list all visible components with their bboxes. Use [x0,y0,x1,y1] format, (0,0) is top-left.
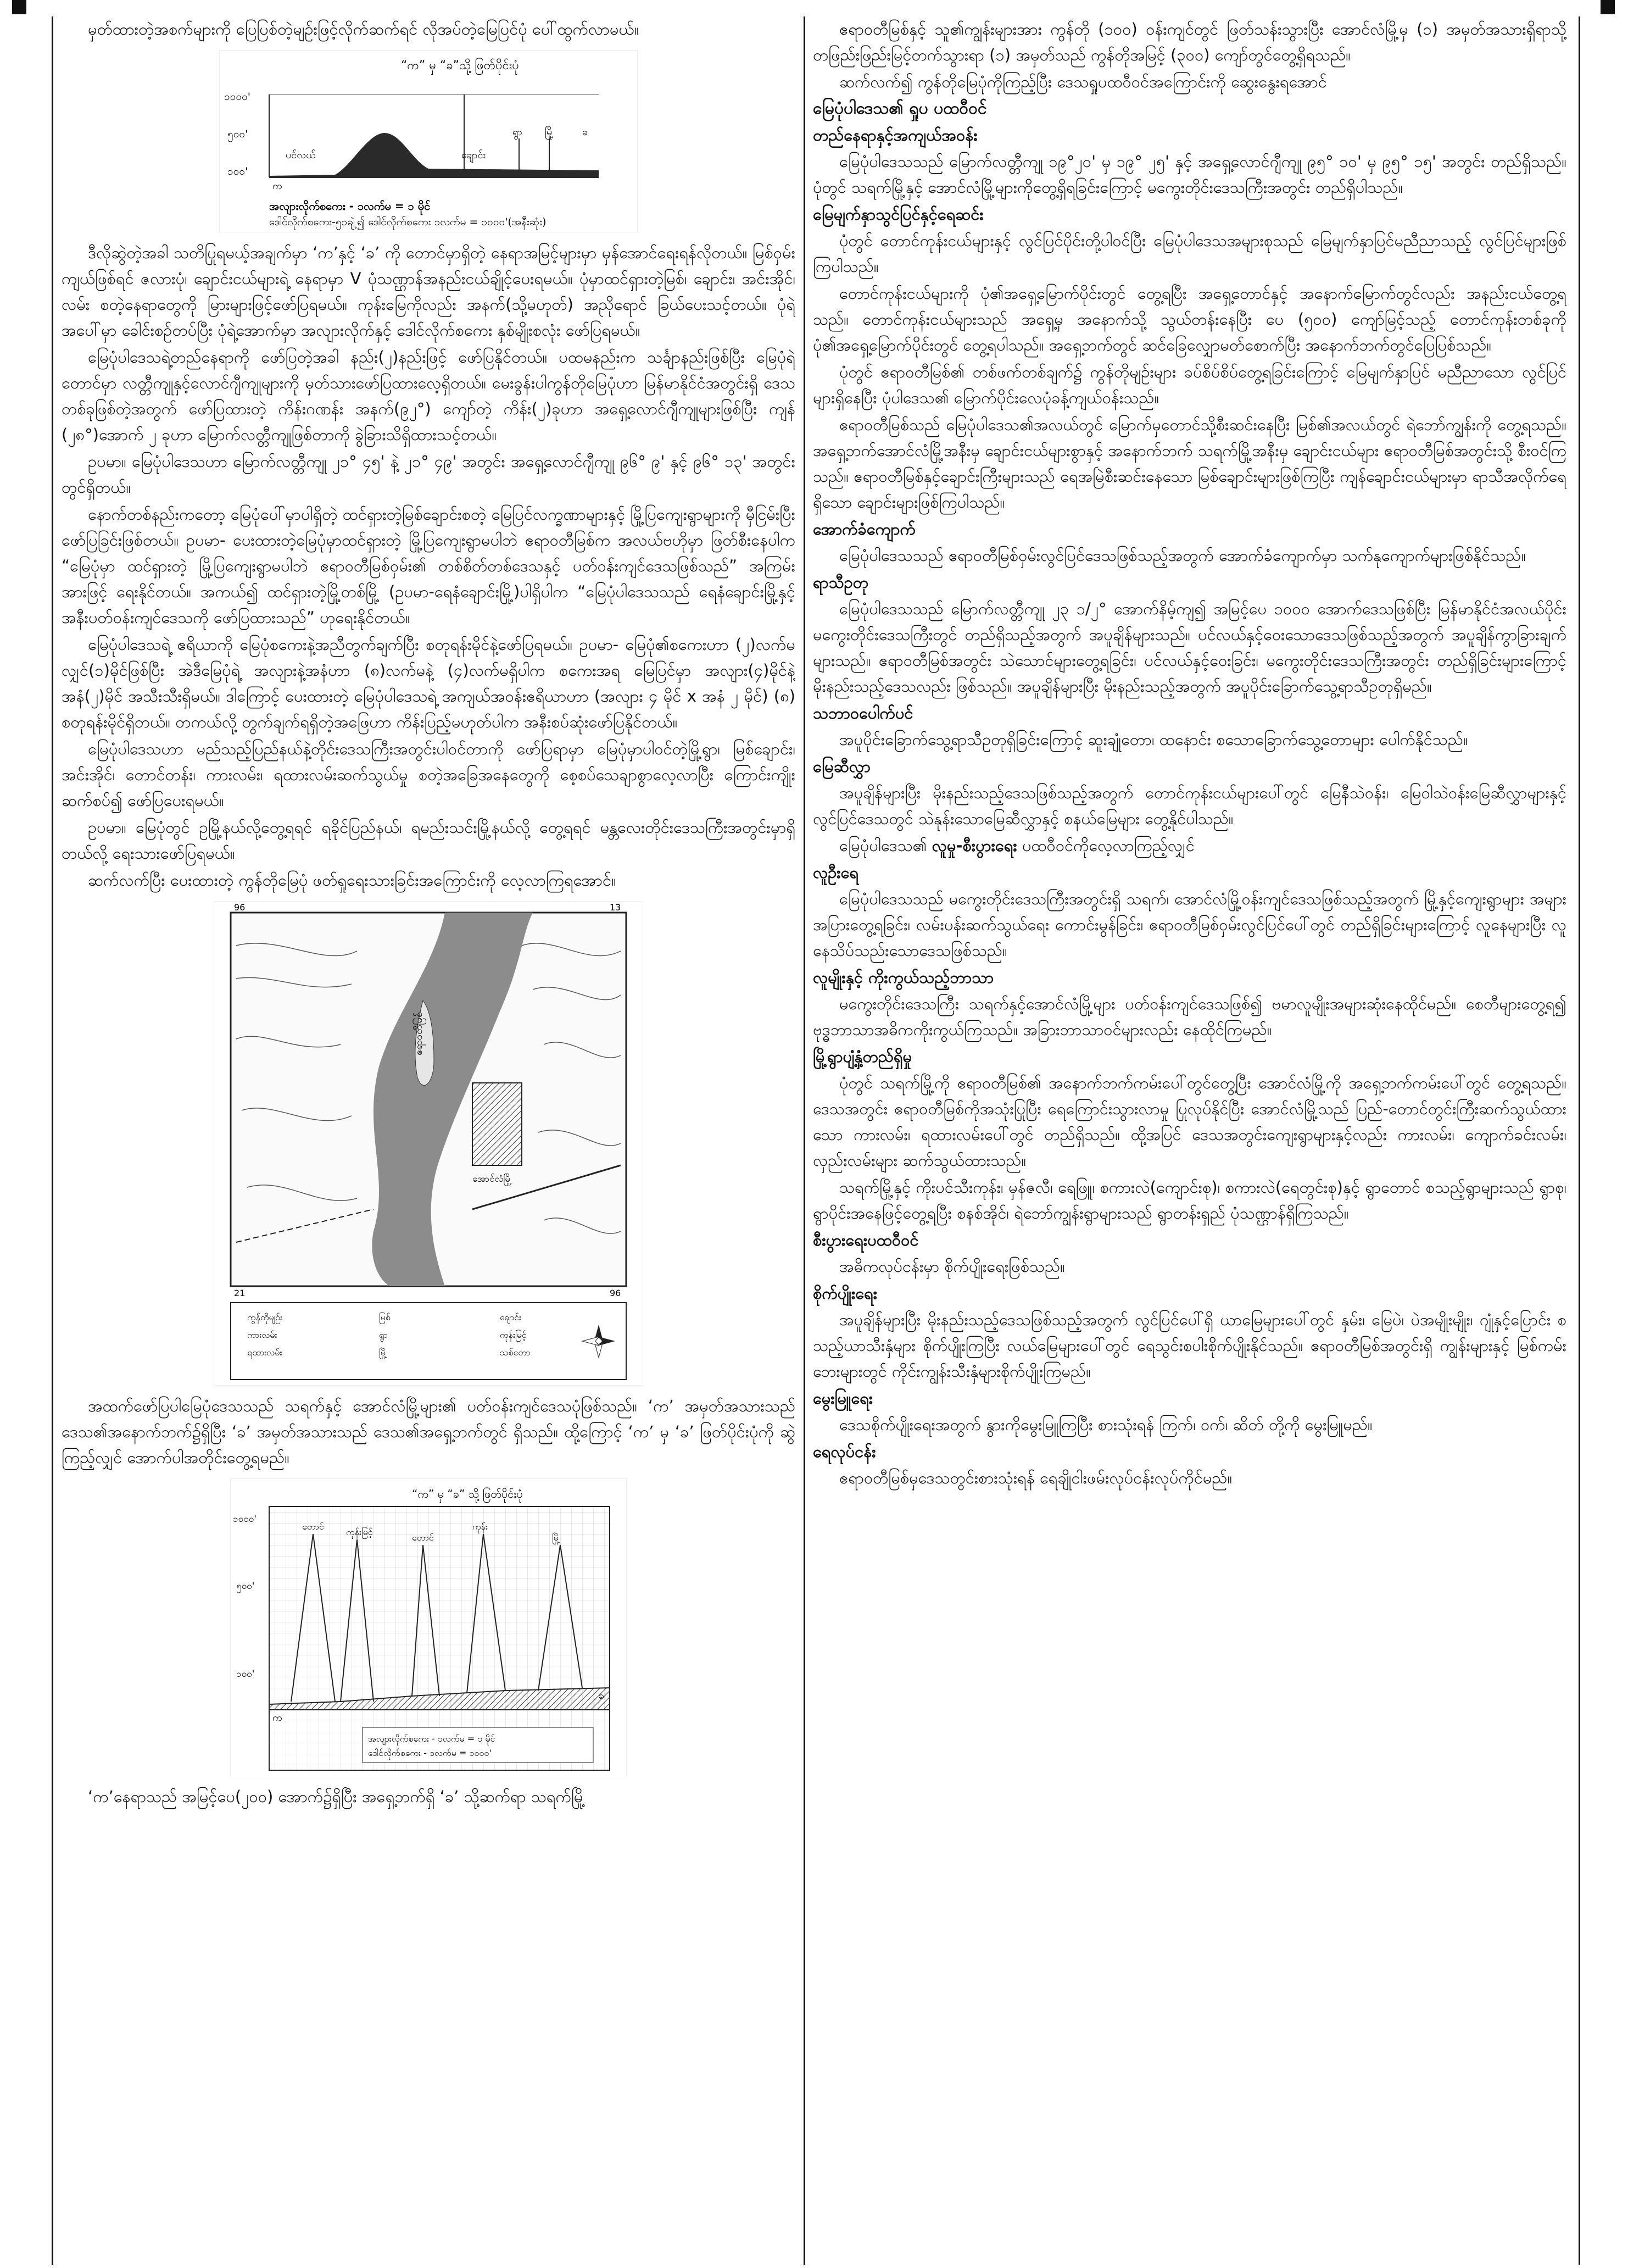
map-coord-bottom-right: 96 [610,1288,621,1298]
right-paragraph-20: ဧရာဝတီမြစ်မှဒေသတွင်းစားသုံးရန် ရေချိုငါးဖမ်းလုပ်ငန်းလုပ်ကိုင်မည်။ [839,1469,1233,1487]
column-divider [804,16,805,2265]
left-paragraph-9: ဆက်လက်ပြီး ပေးထားတဲ့ ကွန်တိုမြေပုံ ဖတ်ရှုရေးသားခြင်းအကြောင်းကို လေ့လာကြရအောင်။ [88,871,616,890]
right-paragraph-19: ဒေသစိုက်ပျိုးရေးအတွက် နွားကိုမွေးမြူကြပြီး စားသုံးရန် ကြက်၊ ဝက်၊ ဆိတ် တို့ကို မွေးမြူမည်။ [839,1415,1373,1434]
legend-item: မြစ် [379,1312,391,1322]
heading-climate: ရာသီဥတု [813,573,868,592]
heading-ethnicity-religion: လူမျိုးနှင့် ကိုးကွယ်သည့်ဘာသာ [813,968,994,987]
heading-location: တည်နေရာနှင့်အကျယ်အဝန်း [813,126,978,144]
profile1-ytick-low: ၁၀၀' [227,165,248,177]
right-border-rule [1579,16,1580,2265]
profile1-label-town: မြို့ [545,126,554,138]
para12-bold-term: လူမှု-စီးပွားရေး [932,836,1017,855]
left-column [62,16,795,2263]
right-paragraph-5: တောင်ကုန်းငယ်များကို ပုံ၏အရှေ့မြောက်ပိုင်းတွင် တွေ့ရပြီး အရှေ့တောင်နှင့် အနောက်မြောက်တွင်လည်း အနည်းငယ်တွေ့ရသည်။ တောင်ကုန်းငယ်များသည် အရှေ့မှ အနောက်သို့ သွယ်တန်းနေပြီး ပေ (၅၀၀) ကျော်မြင့်သည့် တောင်ကုန်းတစ်ခုကို ပုံ၏အရှေ့မြောက်ပိုင်းတွင် တွေ့ရပါသည်။ အရှေ့ဘက်တွင် ဆင်ခြေလျှောမတ်စောက်ပြီး အနောက်ဘက်တွင်ပြေပြစ်သည်။ [813,284,1566,354]
profile1-vertical-scale: ဒေါင်လိုက်စကေး-၅၁ချဲ့၍ ဒေါင်လိုက်စကေး ၁လက်မ = ၁၀၀၀'(အနီးဆုံး) [269,216,547,228]
right-paragraph-10: အပူပိုင်းခြောက်သွေ့ရာသီဥတုရှိခြင်းကြောင့် ဆူးချုံတော၊ ထနောင်း စသောခြောက်သွေ့တောများ ပေါက်နိုင်သည်။ [839,730,1468,749]
left-paragraph-10: အထက်ဖော်ပြပါမြေပုံဒေသသည် သရက်နှင့် အောင်လံမြို့များ၏ ပတ်ဝန်းကျင်ဒေသပုံဖြစ်သည်။ ‘က’ အမှတ်အသားသည် ဒေသ၏အနောက်ဘက်၌ရှိပြီး ‘ခ’ အမှတ်အသားသည် ဒေသ၏အရှေ့ဘက်တွင် ရှိသည်။ ထို့ကြောင့် ‘က’ မှ ‘ခ’ ဖြတ်ပိုင်းပုံကို ဆွဲကြည့်လျှင် အောက်ပါအတိုင်းတွေ့ရမည်။ [62,1397,795,1467]
left-paragraph-7: မြေပုံပါဒေသဟာ မည်သည့်ပြည်နယ်နဲ့တိုင်းဒေသကြီးအတွင်းပါဝင်တာကို ဖော်ပြရာမှာ မြေပုံမှာပါဝင်တဲ့မြို့ရွာ၊ မြစ်ချောင်း၊ အင်းအိုင်၊ တောင်တန်း၊ ကားလမ်း၊ ရထားလမ်းဆက်သွယ်မှု စတဲ့အခြေအနေတွေကို စေ့စပ်သေချာစွာလေ့လာပြီး ကြောင်းကျိုးဆက်စပ်၍ ဖော်ပြပေးရမယ်။ [62,740,795,810]
left-paragraph-3: မြေပုံပါဒေသရဲ့တည်နေရာကို ဖော်ပြတဲ့အခါ နည်း(၂)နည်းဖြင့် ဖော်ပြနိုင်တယ်။ ပထမနည်းက သင်္ချာနည်းဖြစ်ပြီး မြေပုံရဲ့တောင်မှာ လတ္တီကျုနှင့်လောင်ဂျီကျုများကို မှတ်သားဖော်ပြထားလေ့ရှိတယ်။ မေးခွန်းပါကွန်တိုမြေပုံဟာ မြန်မာနိုင်ငံအတွင်းရှိ ဒေသတစ်ခုဖြစ်တဲ့အတွက် ဖော်ပြထားတဲ့ ကိန်းဂဏန်း အနက်(၉၂°) ကျော်တဲ့ ကိန်း(၂)ခုဟာ အရှေ့လောင်ဂျီကျုများဖြစ်ပြီး ကျန် (၂၈°)အောက် ၂ ခုဟာ မြောက်လတ္တီကျုဖြစ်တာကို ခွဲခြားသိရှိထားသင့်တယ်။ [62,348,795,444]
profile1-label-kh: ခ [582,126,588,138]
right-paragraph-12 [813,833,1566,859]
profile1-label-k: က [272,180,282,192]
profile1-horizontal-scale: အလျားလိုက်စကေး - ၁လက်မ = ၁ မိုင် [269,199,431,213]
profile1-ytick-mid: ၅၀၀' [227,128,248,140]
heading-geology: အောက်ခံကျောက် [813,520,916,538]
profile2-title: “က” မှ “ခ” သို့ ဖြတ်ပိုင်းပုံ [412,1487,523,1500]
heading-soil: မြေဆီလွှာ [813,757,871,776]
document-page [0,12,1628,2268]
heading-fishery: ရေလုပ်ငန်း [813,1442,876,1461]
right-paragraph-3: မြေပုံပါဒေသသည် မြောက်လတ္တီကျု ၁၉°၂၀' မှ ၁၉° ၂၅' နှင့် အရှေ့လောင်ဂျီကျု ၉၅° ၁၀' မှ ၉၅° ၁၅' အတွင်း တည်ရှိသည်။ ပုံတွင် သရက်မြို့နှင့် အောင်လံမြို့များကိုတွေ့ရှိရခြင်းကြောင့် မကွေးတိုင်းဒေသကြီးအတွင်း တည်ရှိပါသည်။ [813,152,1566,197]
heading-relief: မြေမျက်နှာသွင်ပြင်နှင့်ရေဆင်း [813,205,984,224]
profile1-label-stream: ချောင်း [461,149,486,161]
left-paragraph-1: မှတ်ထားတဲ့အစက်များကို ပြေပြစ်တဲ့မျဉ်းဖြင့်လိုက်ဆက်ရင် လိုအပ်တဲ့မြေပြင်ပုံ ပေါ်ထွက်လာမယ်။ [88,20,639,38]
para12-tail: ပထဝီဝင်ကိုလေ့လာကြည့်လျှင် [1017,836,1195,855]
right-paragraph-18: အပူချိန်များပြီး မိုးနည်းသည့်ဒေသဖြစ်သည့်အတွက် လွင်ပြင်ပေါ်ရှိ ယာမြေများပေါ်တွင် နှမ်း၊ မြေပဲ၊ ပဲအမျိုးမျိုး၊ ဂျုံနှင့်ပြောင်း စသည့်ယာသီးနှံများ စိုက်ပျိုးကြပြီး လယ်မြေများပေါ်တွင် ရေသွင်းစပါးစိုက်ပျိုးနိုင်သည်။ ဧရာဝတီမြစ်အတွင်းရှိ ကျွန်းများနှင့် မြစ်ကမ်းဘေးများတွင် ကိုင်းကျွန်းသီးနှံများစိုက်ပျိုးကြမည်။ [813,1310,1566,1381]
left-paragraph-2: ဒီလိုဆွဲတဲ့အခါ သတိပြုရမယ့်အချက်မှာ ‘က’နှင့် ‘ခ’ ကို တောင်မှာရှိတဲ့ နေရာအမြင့်များမှာ မှန်အောင်ရေးရန်လိုတယ်။ မြစ်ဝှမ်းကျယ်ဖြစ်ရင် ဇလားပုံ၊ ချောင်းငယ်များရဲ့ နေရာမှာ V ပုံသဏ္ဌာန်အနည်းငယ်ချိုင့်ပေးရမယ်။ ပုံမှာထင်ရှားတဲ့မြစ်၊ ချောင်း၊ အင်းအိုင်၊ လမ်း စတဲ့နေရာတွေကို မြားများဖြင့်ဖော်ပြရမယ်။ ကုန်းမြေကိုလည်း အနက်(သို့မဟုတ်) အညိုရောင် ခြယ်ပေးသင့်တယ်။ ပုံရဲ့အပေါ်မှာ ခေါင်းစဉ်တပ်ပြီး ပုံရဲ့အောက်မှာ အလျားလိုက်နှင့် ဒေါင်လိုက်စကေး နှစ်မျိုးစလုံး ဖော်ပြရမယ်။ [62,243,795,340]
right-paragraph-7: ဧရာဝတီမြစ်သည် မြေပုံပါဒေသ၏အလယ်တွင် မြောက်မှတောင်သို့စီးဆင်းနေပြီး မြစ်၏အလယ်တွင် ရဲဘော်ကျွန်းကို တွေ့ရသည်။ အရှေ့ဘက်အောင်လံမြို့အနီးမှ ချောင်းငယ်များစွာနှင့် အနောက်ဘက် သရက်မြို့အနီးမှ ချောင်းငယ်များ ဧရာဝတီမြစ်အတွင်းသို့ စီးဝင်ကြသည်။ ဧရာဝတီမြစ်နှင့်ချောင်းကြီးများသည် ရေအမြဲစီးဆင်းနေသော မြစ်ချောင်းများဖြစ်ကြပြီး ကျန်ချောင်းငယ်များမှာ ရာသီအလိုက်ရေရှိသော ချောင်းများဖြစ်ကြပါသည်။ [813,415,1566,512]
legend-item: သစ်တော [500,1347,531,1358]
contour-map-figure [214,901,643,1386]
profile2-ytick-top: ၁၀၀၀' [233,1514,257,1525]
profile2-horizontal-scale: အလျားလိုက်စကေး - ၁လက်မ = ၁ မိုင် [368,1733,495,1744]
legend-item: ရထားလမ်း [247,1347,282,1358]
legend-item: ကားလမ်း [247,1330,277,1340]
map-coord-top-left: 96 [234,902,246,913]
map-town-area [472,1083,522,1165]
map-coord-top-right: 13 [610,902,621,913]
map-legend-box [231,1303,626,1380]
heading-population: လူဦးရေ [813,863,859,882]
right-paragraph-13: မြေပုံပါဒေသသည် မကွေးတိုင်းဒေသကြီးအတွင်းရှိ သရက်၊ အောင်လံမြို့ဝန်းကျင်ဒေသဖြစ်သည့်အတွက် မြို့နှင့်ကျေးရွာများ အများအပြားတွေ့ရခြင်း၊ လမ်းပန်းဆက်သွယ်ရေး ကောင်းမွန်ခြင်း၊ ဧရာဝတီမြစ်ဝှမ်းလွင်ပြင်ပေါ်တွင် တည်ရှိခြင်းများကြောင့် လူနေများပြီး လူနေသိပ်သည်းသောဒေသဖြစ်သည်။ [813,890,1566,960]
map-town-label: အောင်လံမြို့ [472,1174,512,1185]
left-paragraph-8: ဥပမာ။ မြေပုံတွင် ဥမြို့နယ်လို့တွေ့ရရင် ရခိုင်ပြည်နယ်၊ ရမည်းသင်းမြို့နယ်လို့ တွေ့ရရင် မန္တလေးတိုင်းဒေသကြီးအတွင်းမှာရှိတယ်လို့ ရေးသားဖော်ပြရမယ်။ [62,818,795,863]
legend-item: ကုန်းမြင့် [500,1330,527,1340]
profile2-ytick-mid: ၅၀၀' [236,1581,255,1592]
right-paragraph-16: သရက်မြို့နှင့် ကိုးပင်သီးကုန်း၊ မှန်ဇလီ၊ ရေဖြူ၊ စကားလဲ(ကျောင်းစု)၊ စကားလဲ(ရေတွင်းစု)နှင့် ရွာတောင် စသည့်ရွာများသည် ရွာစု၊ ရွာပိုင်းအနေဖြင့်တွေ့ရပြီး စနစ်အိုင်၊ ရဲဘော်ကျွန်းရွာများသည် ရွာတန်းရှည် ပုံသဏ္ဌာန်ရှိကြသည်။ [813,1178,1566,1222]
right-paragraph-2: ဆက်လက်၍ ကွန်တိုမြေပုံကိုကြည့်ပြီး ဒေသရှုပထဝီဝင်အကြောင်းကို ဆွေးနွေးရအောင် [839,73,1327,91]
profile2-label-k: က [272,1712,282,1724]
profile2-peak-label: တောင် [302,1521,324,1532]
profile1-label-village: ရွာ [512,126,522,138]
profile2-peak-label: ကုန်းမြင့် [346,1527,373,1537]
cross-section-figure-2 [230,1478,627,1776]
para12-lead: မြေပုံပါဒေသ၏ [839,836,932,855]
left-paragraph-11: ‘က’နေရာသည် အမြင့်ပေ(၂၀၀) အောက်၌ရှိပြီး အရှေ့ဘက်ရှိ ‘ခ’ သို့ဆက်ရာ သရက်မြို့ [88,1787,586,1806]
heading-vegetation: သဘာဝပေါက်ပင် [813,704,913,722]
profile1-ytick-top: ၁၀၀၀' [224,91,250,103]
heading-economy: စီးပွားရေးပထဝီဝင် [813,1231,919,1249]
profile2-peak-label: မြို့ [552,1532,560,1543]
legend-item: မြို့ [379,1347,387,1358]
heading-settlement: မြို့ရွာပျံ့နှံ့တည်ရှိမှု [813,1047,912,1066]
map-coord-bottom-left: 21 [234,1288,246,1298]
right-paragraph-6: ပုံတွင် ဧရာဝတီမြစ်၏ တစ်ဖက်တစ်ချက်၌ ကွန်တိုမျဉ်းများ ခပ်စိပ်စိပ်တွေ့ရခြင်းကြောင့် မြေမျက်နှာပြင် မညီညာသော လွင်ပြင်များရှိနေပြီး ပုံပါဒေသ၏ မြောက်ပိုင်းလေပုံခန့်ကျယ်ဝန်းသည်။ [813,363,1566,407]
heading-livestock: မွေးမြူရေး [813,1389,873,1408]
right-paragraph-14: မကွေးတိုင်းဒေသကြီး သရက်နှင့်အောင်လံမြို့များ ပတ်ဝန်းကျင်ဒေသဖြစ်၍ ဗမာလူမျိုးအများဆုံးနေထိုင်မည်။ စေတီများတွေ့ရ၍ ဗုဒ္ဓဘာသာအဓိကကိုးကွယ်ကြသည်။ အခြားဘာသာဝင်များလည်း နေထိုင်ကြမည်။ [813,994,1566,1039]
left-paragraph-5: နောက်တစ်နည်းကတော့ မြေပုံပေါ်မှာပါရှိတဲ့ ထင်ရှားတဲ့မြစ်ချောင်းစတဲ့ မြေပြင်လက္ခဏာများနှင့် မြို့ပြကျေးရွာများကို မှီငြမ်းပြီးဖော်ပြခြင်းဖြစ်တယ်။ ဥပမာ- ပေးထားတဲ့မြေပုံမှာထင်ရှားတဲ့ မြို့ပြကျေးရွာမပါဘဲ ဧရာဝတီမြစ်က အလယ်ဗဟိုမှာ ဖြတ်စီးနေပါက “မြေပုံမှာ ထင်ရှားတဲ့ မြို့ပြကျေးရွာမပါဘဲ ဧရာဝတီမြစ်ဝှမ်း၏ တစ်စိတ်တစ်ဒေသနှင့် ပတ်ဝန်းကျင်ဒေသဖြစ်သည်” အကြမ်းအားဖြင့် ရေးနိုင်တယ်။ အကယ်၍ ထင်ရှားတဲ့မြို့တစ်မြို့ (ဥပမာ-ရေနံချောင်းမြို့)ပါရှိပါက “မြေပုံပါဒေသသည် ရေနံချောင်းမြို့နှင့် အနီးပတ်ဝန်းကျင်ဒေသကို ဖော်ပြထားသည်” ဟုရေးနိုင်တယ်။ [62,505,795,627]
heading-physical-geography: မြေပုံပါဒေသ၏ ရှုပ ပထဝီဝင် [813,99,987,118]
left-border-rule [52,16,53,2265]
profile2-peak-label: ကုန်း [472,1521,488,1532]
heading-agriculture: စိုက်ပျိုးရေး [813,1284,878,1303]
legend-item: ချောင်း [500,1312,522,1322]
profile2-ytick-low: ၁၀၀' [236,1669,255,1680]
profile1-label-sea: ပင်လယ် [286,149,316,161]
legend-item: ရွာ [379,1330,388,1340]
right-paragraph-4: ပုံတွင် တောင်ကုန်းငယ်များနှင့် လွင်ပြင်ပိုင်းတို့ပါဝင်ပြီး မြေပုံပါဒေသအများစုသည် မြေမျက်နှာပြင်မညီညာသည့် လွင်ပြင်များဖြစ်ကြပါသည်။ [813,231,1566,276]
profile2-peak-label: တောင် [412,1532,434,1543]
right-column [813,16,1566,2263]
profile2-label-kh: ခ [599,1690,605,1702]
left-paragraph-4: ဥပမာ။ မြေပုံပါဒေသဟာ မြောက်လတ္တီကျု ၂၁° ၄၅' နဲ့ ၂၁° ၄၉' အတွင်း အရှေ့လောင်ဂျီကျု ၉၆° ၉' နှင့် ၉၆° ၁၃' အတွင်းတွင်ရှိတယ်။ [62,452,795,497]
right-paragraph-11: အပူချိန်များပြီး မိုးနည်းသည့်ဒေသဖြစ်သည့်အတွက် တောင်ကုန်းငယ်များပေါ်တွင် မြေနီသဲဝန်း၊ မြေဝါသဲဝန်းမြေဆီလွှာများနှင့် လွင်ပြင်ဒေသတွင် သဲနုန်းသောမြေဆီလွှာနှင့် စနယ်မြေများ တွေ့နိုင်ပါသည်။ [813,783,1566,828]
cross-section-figure-1 [219,50,638,232]
right-paragraph-1: ဧရာဝတီမြစ်နှင့် သူ၏ကျွန်းများအား ကွန်တို (၁၀၀) ဝန်းကျင်တွင် ဖြတ်သန်းသွားပြီး အောင်လံမြို့မှ (၁) အမှတ်အသားရှိရာသို့ တဖြည်းဖြည်းမြင့်တက်သွားရာ (၁) အမှတ်သည် ကွန်တိုအမြင့် (၃၀၀) ကျော်တွင်တွေ့ရှိရသည်။ [813,20,1566,64]
right-paragraph-8: မြေပုံပါဒေသသည် ဧရာဝတီမြစ်ဝှမ်းလွင်ပြင်ဒေသဖြစ်သည့်အတွက် အောက်ခံကျောက်မှာ သက်နုကျောက်များဖြစ်နိုင်သည်။ [839,546,1526,565]
profile1-title: “က” မှ “ခ”သို့ ဖြတ်ပိုင်းပုံ [401,59,519,73]
left-paragraph-6: မြေပုံပါဒေသရဲ့ ဧရိယာကို မြေပုံစကေးနဲ့အညီတွက်ချက်ပြီး စတုရန်းမိုင်နဲ့ဖော်ပြရမယ်။ ဥပမာ- မြေပုံ၏စကေးဟာ (၂)လက်မလျှင်(၁)မိုင်ဖြစ်ပြီး အဲဒီမြေပုံရဲ့ အလျားနဲ့အနံဟာ (၈)လက်မနဲ့ (၄)လက်မရှိပါက စကေးအရ မြေပြင်မှာ အလျား(၄)မိုင်နဲ့ အနံ(၂)မိုင် အသီးသီးရှိမယ်။ ဒါကြောင့် ပေးထားတဲ့ မြေပုံပါဒေသရဲ့ အကျယ်အဝန်းဧရိယာဟာ (အလျား ၄ မိုင် x အနံ ၂ မိုင်) (၈) စတုရန်းမိုင်ရှိတယ်။ တကယ်လို့ တွက်ချက်ရရှိတဲ့အဖြေဟာ ကိန်းပြည့်မဟုတ်ပါက အနီးစပ်ဆုံးဖော်ပြနိုင်တယ်။ [62,635,795,731]
right-paragraph-17: အဓိကလုပ်ငန်းမှာ စိုက်ပျိုးရေးဖြစ်သည်။ [839,1257,1065,1276]
profile2-vertical-scale: ဒေါင်လိုက်စကေး - ၁လက်မ = ၁၀၀၀' [368,1748,492,1758]
right-paragraph-15: ပုံတွင် သရက်မြို့ကို ဧရာဝတီမြစ်၏ အနောက်ဘက်ကမ်းပေါ်တွင်တွေ့ပြီး အောင်လံမြို့ကို အရှေ့ဘက်ကမ်းပေါ်တွင် တွေ့ရသည်။ ဒေသအတွင်း ဧရာဝတီမြစ်ကိုအသုံးပြုပြီး ရေကြောင်းသွားလာမှု ပြုလုပ်နိုင်ပြီး အောင်လံမြို့သည် ပြည်-တောင်တွင်းကြီးဆက်သွယ်ထားသော ကားလမ်း၊ ရထားလမ်းပေါ်တွင် တည်ရှိသည်။ ထို့အပြင် ဒေသအတွင်းကျေးရွာများနှင့်လည်း ကားလမ်း၊ ကျောက်ခင်းလမ်း၊ လှည်းလမ်းများ ဆက်သွယ်ထားသည်။ [813,1074,1566,1170]
legend-item: ကွန်တိုမျဉ်း [247,1312,283,1322]
right-paragraph-9: မြေပုံပါဒေသသည် မြောက်လတ္တီကျု ၂၃ ၁/၂° အောက်နိမ့်ကျ၍ အမြင့်ပေ ၁၀၀၀ အောက်ဒေသဖြစ်ပြီး မြန်မာနိုင်ငံအလယ်ပိုင်း မကွေးတိုင်းဒေသကြီးတွင် တည်ရှိသည့်အတွက် အပူချိန်များသည်။ ပင်လယ်နှင့်ဝေးသောဒေသဖြစ်သည့်အတွက် အပူချိန်ကွာခြားချက်များသည်။ ဧရာဝတီမြစ်အတွင်း သဲသောင်များတွေ့ရခြင်း၊ ပင်လယ်နှင့်ဝေးခြင်း၊ မကွေးတိုင်းဒေသကြီးအတွင်း တည်ရှိခြင်းများကြောင့် မိုးနည်းသည့်ဒေသလည်း ဖြစ်သည်။ အပူချိန်များပြီး မိုးနည်းသည့်အတွက် အပူပိုင်းခြောက်သွေ့ရာသီဥတုရှိမည်။ [813,599,1566,696]
map-river-label: ဧရာဝတီမြစ် [413,1012,425,1055]
